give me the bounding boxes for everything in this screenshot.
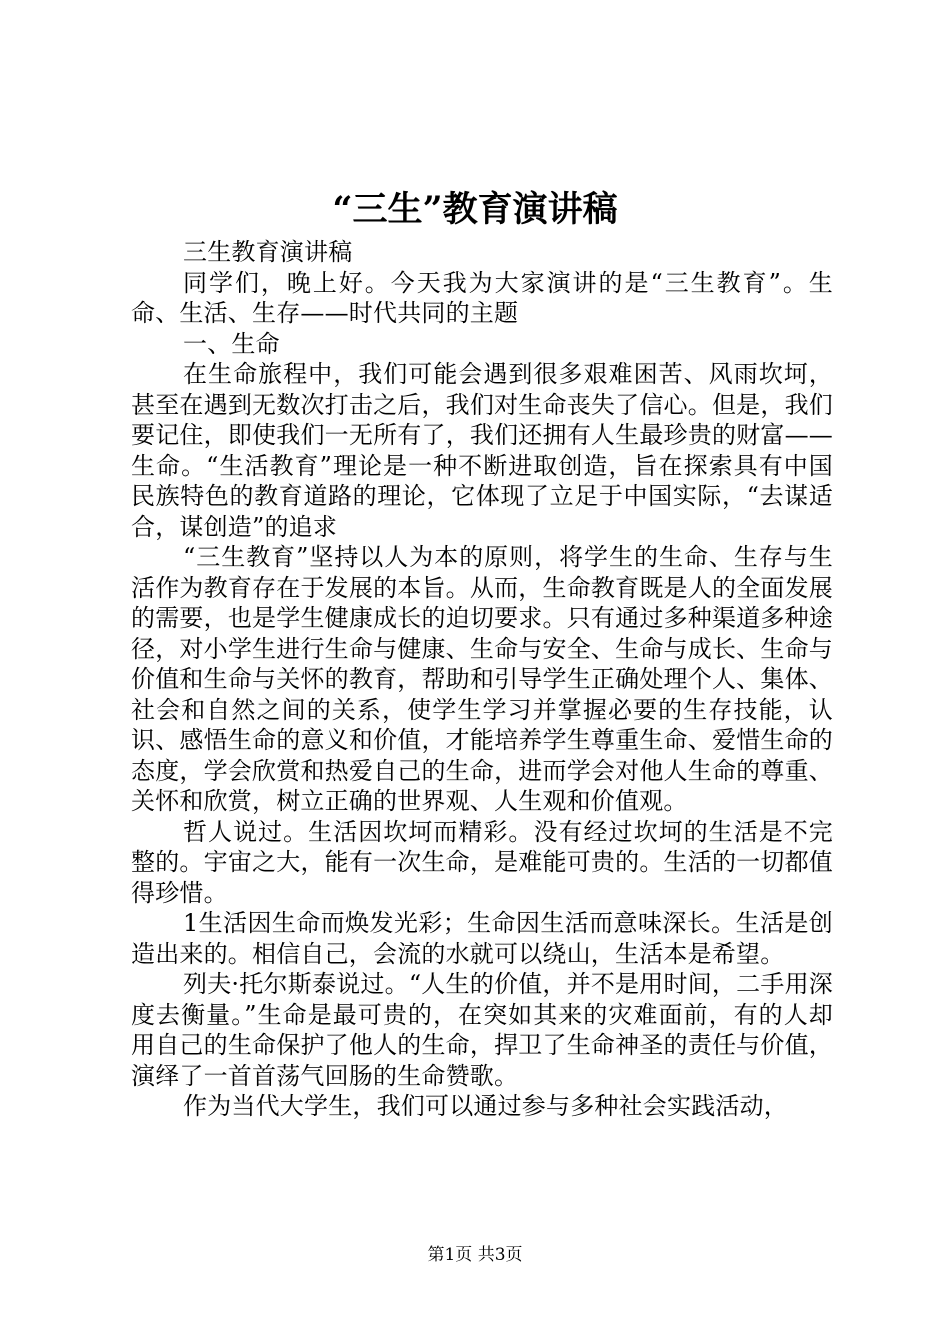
paragraph-three-life-education: “三生教育”坚持以人为本的原则，将学生的生命、生存与生活作为教育存在于发展的本旨。从而，生命教育既是人的全面发展的需要，也是学生健康成长的迫切要求。只有通过多种渠道多种途径，对小学生进行生命与健康、生命与安全、生命与成长、生命与价值和生命与关怀的教育，帮助和引导学生正确处理个人、集体、社会和自然之间的关系，使学生学习并掌握必要的生存技能，认识、感悟生命的意义和价值，才能培养学生尊重生命、爱惜生命的态度，学会欣赏和热爱自己的生命，进而学会对他人生命的尊重、关怀和欣赏，树立正确的世界观、人生观和价值观。	[131, 543, 833, 815]
document-title: “三生”教育演讲稿	[332, 189, 618, 230]
paragraph-greeting: 同学们，晚上好。今天我为大家演讲的是“三生教育”。生命、生活、生存——时代共同的主题	[131, 268, 833, 327]
document-body	[131, 237, 833, 1122]
paragraph-philosopher: 哲人说过。生活因坎坷而精彩。没有经过坎坷的生活是不完整的。宇宙之大，能有一次生命，是难能可贵的。生活的一切都值得珍惜。	[131, 817, 833, 907]
paragraph-college-students: 作为当代大学生，我们可以通过参与多种社会实践活动，	[183, 1092, 788, 1120]
page-footer: 第1页 共3页	[427, 1245, 523, 1265]
paragraph-life-journey: 在生命旅程中，我们可能会遇到很多艰难困苦、风雨坎坷，甚至在遇到无数次打击之后，我们对生命丧失了信心。但是，我们要记住，即使我们一无所有了，我们还拥有人生最珍贵的财富——生命。“生活教育”理论是一种不断进取创造，旨在探索具有中国民族特色的教育道路的理论，它体现了立足于中国实际，“去谋适合，谋创造”的追求	[131, 360, 833, 541]
paragraph-tolstoy: 列夫·托尔斯泰说过。“人生的价值，并不是用时间，二手用深度去衡量。”生命是最可贵的，在突如其来的灾难面前，有的人却用自己的生命保护了他人的生命，捍卫了生命神圣的责任与价值，演绎了一首首荡气回肠的生命赞歌。	[131, 970, 833, 1090]
paragraph-subtitle: 三生教育演讲稿	[183, 238, 353, 266]
section-heading-life: 一、生命	[183, 329, 280, 358]
paragraph-life-creation: 1生活因生命而焕发光彩；生命因生活而意味深长。生活是创造出来的。相信自己，会流的水就可以绕山，生活本是希望。	[131, 909, 833, 968]
